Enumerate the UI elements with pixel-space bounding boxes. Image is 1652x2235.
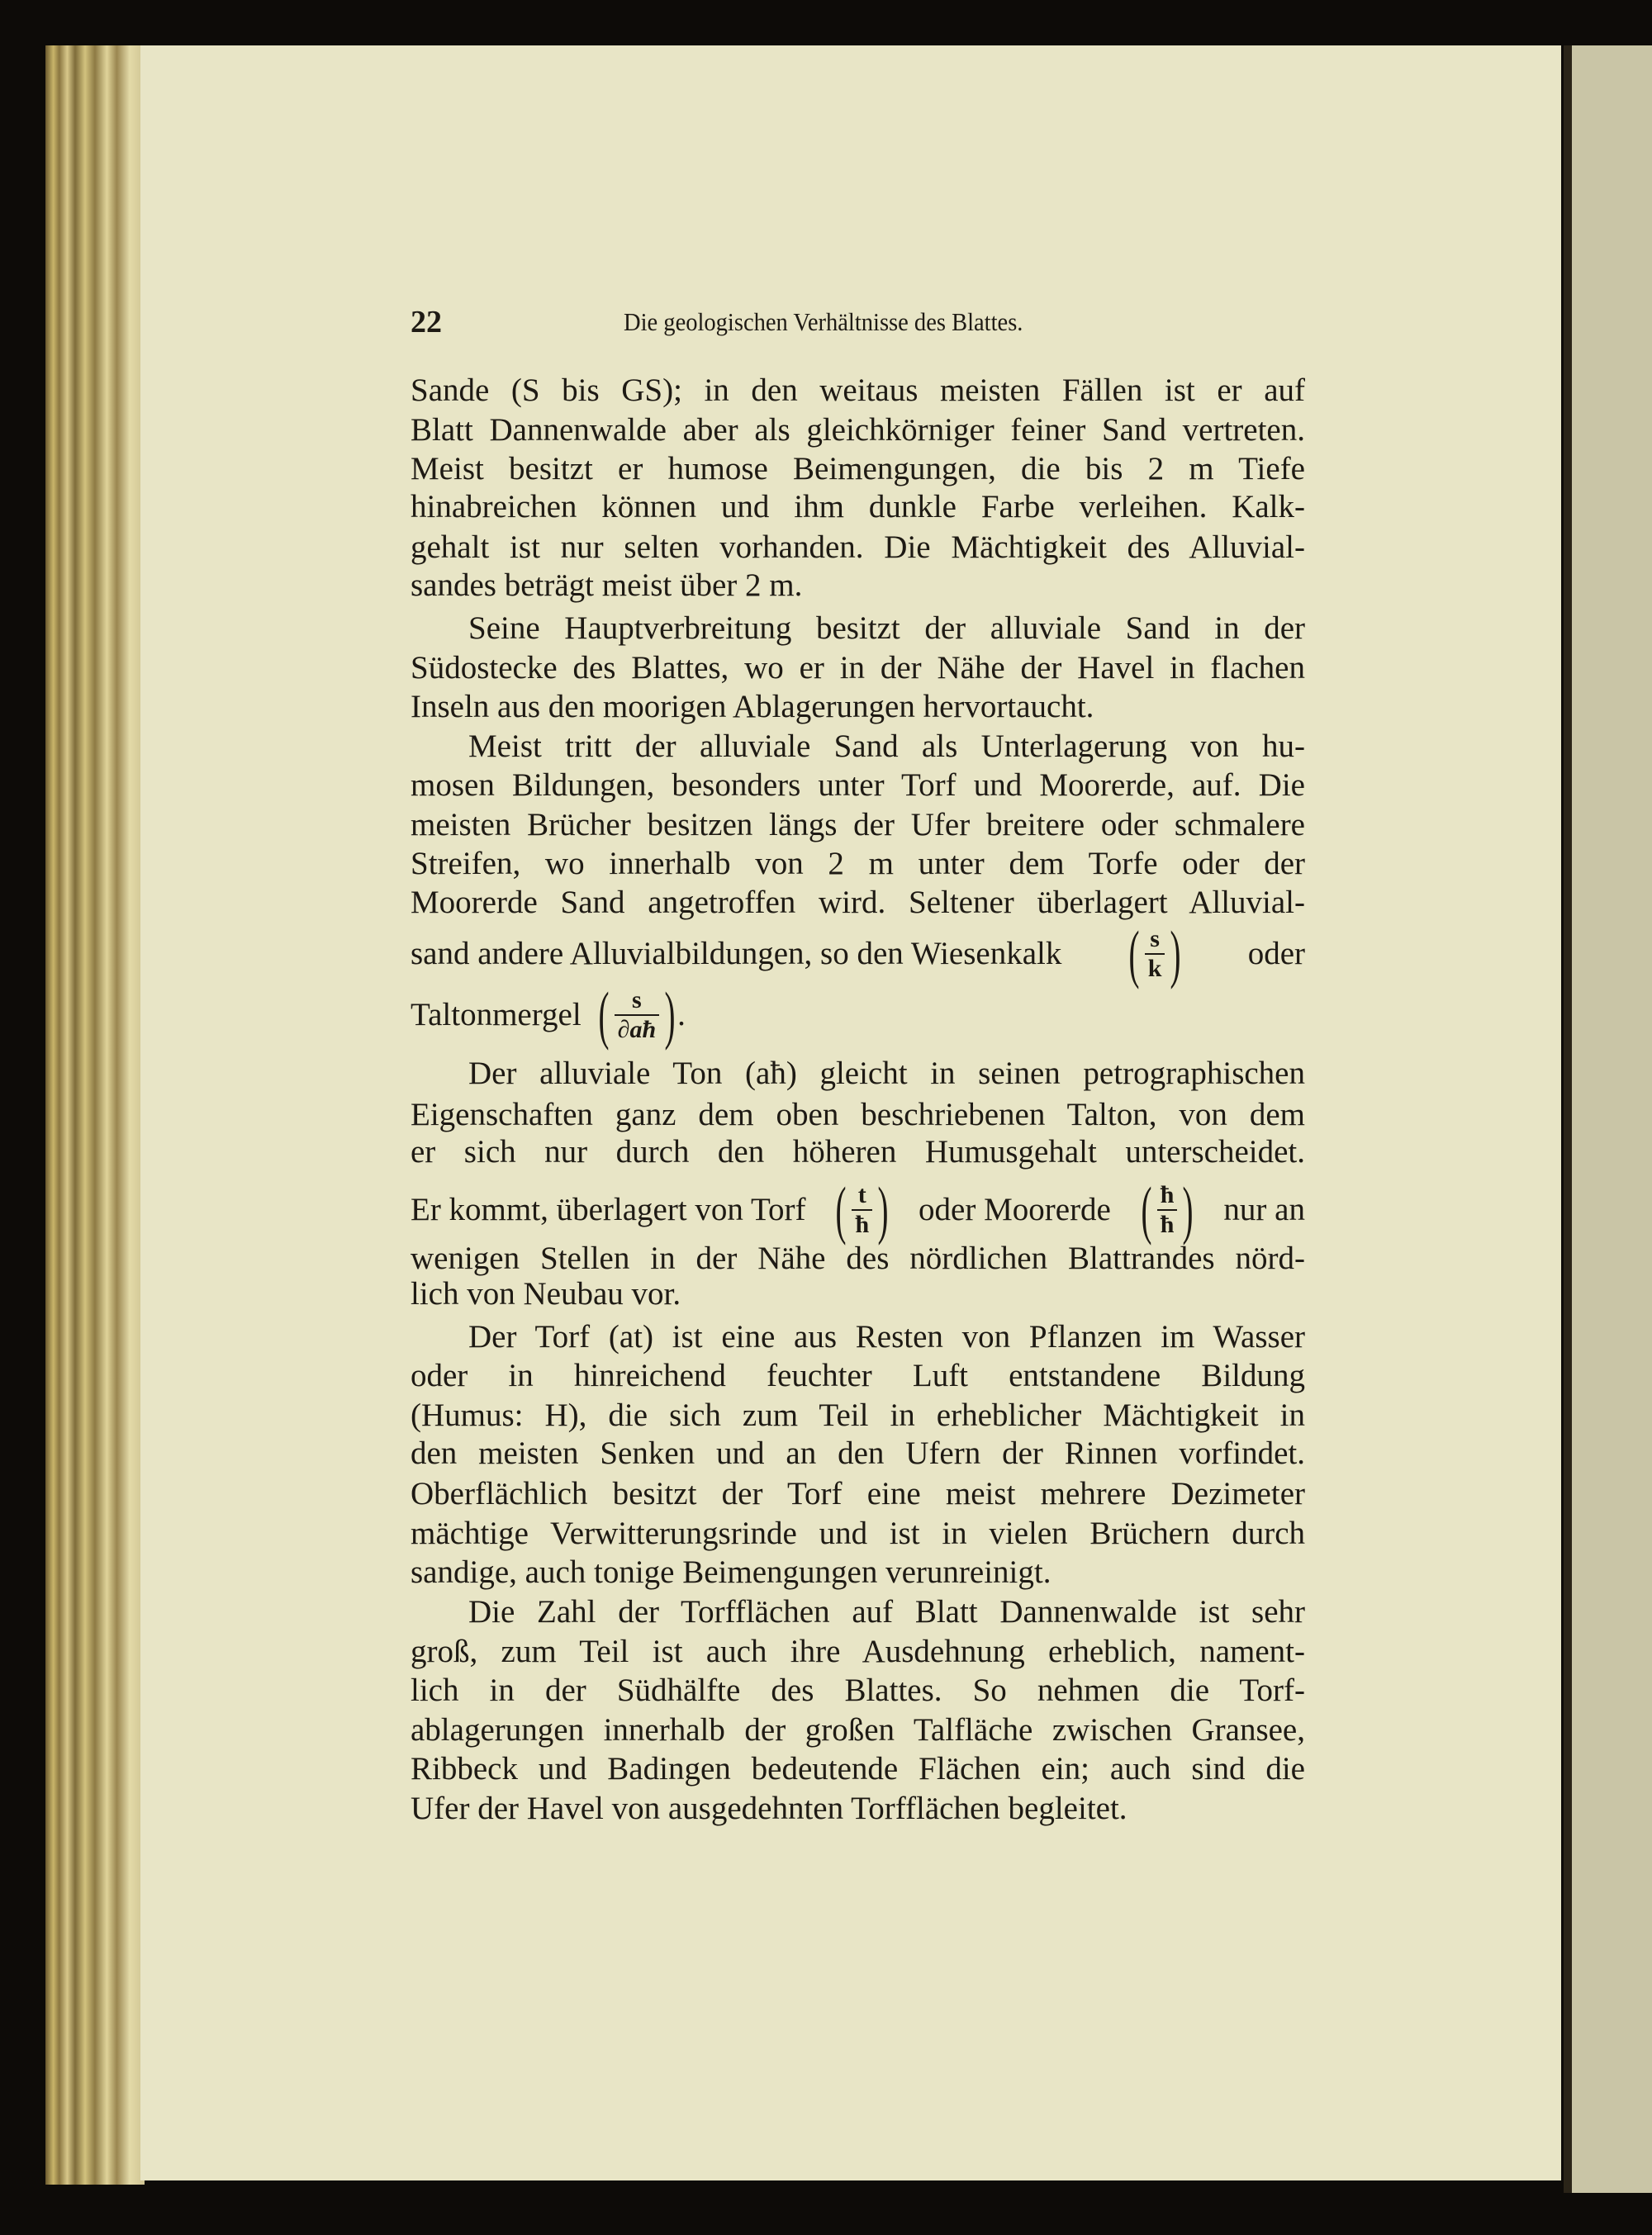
text-line: Moorerde Sand angetroffen wird. Seltener überlagert Alluvial- bbox=[411, 885, 1305, 920]
text-segment: sand andere Alluvialbildungen, so den Wiesenkalk bbox=[411, 936, 1062, 971]
text-line: Eigenschaften ganz dem oben beschriebenen Talton, von dem bbox=[411, 1097, 1305, 1132]
page-stack-edge bbox=[45, 45, 145, 2185]
text-line: groß, zum Teil ist auch ihre Ausdehnung erheblich, nament- bbox=[411, 1634, 1305, 1669]
text-line: lich in der Südhälfte des Blattes. So nehmen die Torf- bbox=[411, 1673, 1305, 1708]
text-line: er sich nur durch den höheren Humusgehalt unterscheidet. bbox=[411, 1134, 1305, 1170]
text-segment: Er kommt, überlagert von Torf bbox=[411, 1192, 806, 1227]
text-line: Oberflächlich besitzt der Torf eine meist mehrere Dezimeter bbox=[411, 1476, 1305, 1511]
text-line: gehalt ist nur selten vorhanden. Die Mächtigkeit des Alluvial- bbox=[411, 529, 1305, 565]
text-line: mächtige Verwitterungsrinde und ist in vielen Brüchern durch bbox=[411, 1516, 1305, 1551]
running-title: Die geologischen Verhältnisse des Blattes. bbox=[624, 307, 1023, 336]
text-segment: oder bbox=[1247, 936, 1305, 971]
fraction-denominator: ħ bbox=[855, 1211, 870, 1238]
text-line: Der Torf (at) ist eine aus Resten von Pflanzen im Wasser bbox=[468, 1319, 1305, 1355]
page-header bbox=[411, 304, 1305, 344]
text-line: mosen Bildungen, besonders unter Torf und Moorerde, auf. Die bbox=[411, 767, 1305, 803]
text-line: meisten Brücher besitzen längs der Ufer breitere oder schmalere bbox=[411, 807, 1305, 842]
book-gutter bbox=[1564, 45, 1572, 2193]
text-line: Südostecke des Blattes, wo er in der Nähe der Havel in flachen bbox=[411, 650, 1305, 686]
text-line: Inseln aus den moorigen Ablagerungen hervortaucht. bbox=[411, 689, 1094, 724]
text-line: Meist besitzt er humose Beimengungen, die bis 2 m Tiefe bbox=[411, 451, 1305, 486]
text-line: Ufer der Havel von ausgedehnten Torfflächen begleitet. bbox=[411, 1791, 1127, 1826]
formula-moorerde: ( $\frac{ħ}{ħ}$ ) bbox=[1141, 1174, 1194, 1246]
text-line: oder in hinreichend feuchter Luft entstandene Bildung bbox=[411, 1358, 1305, 1393]
text-line-with-fraction bbox=[411, 1174, 1305, 1246]
text-segment: Taltonmergel bbox=[411, 997, 582, 1032]
text-line-with-fraction bbox=[411, 918, 1305, 989]
text-line: Der alluviale Ton (aħ) gleicht in seinen petrographischen bbox=[468, 1056, 1305, 1091]
text-line: (Humus: H), die sich zum Teil in erheblicher Mächtigkeit in bbox=[411, 1397, 1305, 1433]
text-line: Meist tritt der alluviale Sand als Unterlagerung von hu- bbox=[468, 728, 1305, 764]
fraction-numerator: ħ bbox=[1160, 1181, 1175, 1208]
text-line: Streifen, wo innerhalb von 2 m unter dem Torfe oder der bbox=[411, 846, 1305, 881]
text-line: Die Zahl der Torfflächen auf Blatt Dannenwalde ist sehr bbox=[468, 1594, 1305, 1630]
text-line: sandige, auch tonige Beimengungen verunreinigt. bbox=[411, 1554, 1051, 1590]
text-segment: oder Moorerde bbox=[919, 1192, 1111, 1227]
facing-page-edge bbox=[1572, 45, 1652, 2193]
text-line: sandes beträgt meist über 2 m. bbox=[411, 567, 803, 603]
fraction-denominator: ∂aħ bbox=[617, 1016, 657, 1043]
text-line: Sande (S bis GS); in den weitaus meisten Fällen ist er auf bbox=[411, 372, 1305, 408]
text-line: wenigen Stellen in der Nähe des nördlichen Blattrandes nörd- bbox=[411, 1241, 1305, 1276]
formula-torf: ( $\frac{t}{ħ}$ ) bbox=[835, 1174, 889, 1246]
fraction-numerator: t bbox=[857, 1181, 866, 1208]
fraction-denominator: k bbox=[1147, 955, 1162, 982]
text-line: Seine Hauptverbreitung besitzt der alluviale Sand in der bbox=[468, 610, 1305, 646]
text-line: ablagerungen innerhalb der großen Talfläche zwischen Gransee, bbox=[411, 1712, 1305, 1748]
formula-wiesenkalk: ( $\frac{s}{k}$ ) bbox=[1128, 918, 1181, 989]
fraction-numerator: s bbox=[1150, 925, 1160, 952]
fraction-numerator: s bbox=[632, 986, 642, 1013]
text-segment: . bbox=[677, 997, 686, 1032]
fraction-denominator: ħ bbox=[1160, 1211, 1175, 1238]
text-line: den meisten Senken und an den Ufern der Rinnen vorfindet. bbox=[411, 1435, 1305, 1471]
text-line: Blatt Dannenwalde aber als gleichkörniger feiner Sand vertreten. bbox=[411, 412, 1305, 448]
text-segment: nur an bbox=[1223, 1192, 1305, 1227]
formula-taltonmergel: ( $\frac{s}{\partial aħ}$ ) bbox=[598, 979, 676, 1051]
text-line: lich von Neubau vor. bbox=[411, 1276, 681, 1312]
text-line: hinabreichen können und ihm dunkle Farbe verleihen. Kalk- bbox=[411, 489, 1305, 524]
text-line-with-fraction bbox=[411, 979, 1305, 1051]
page-number: 22 bbox=[411, 305, 442, 339]
text-line: Ribbeck und Badingen bedeutende Flächen ein; auch sind die bbox=[411, 1751, 1305, 1787]
